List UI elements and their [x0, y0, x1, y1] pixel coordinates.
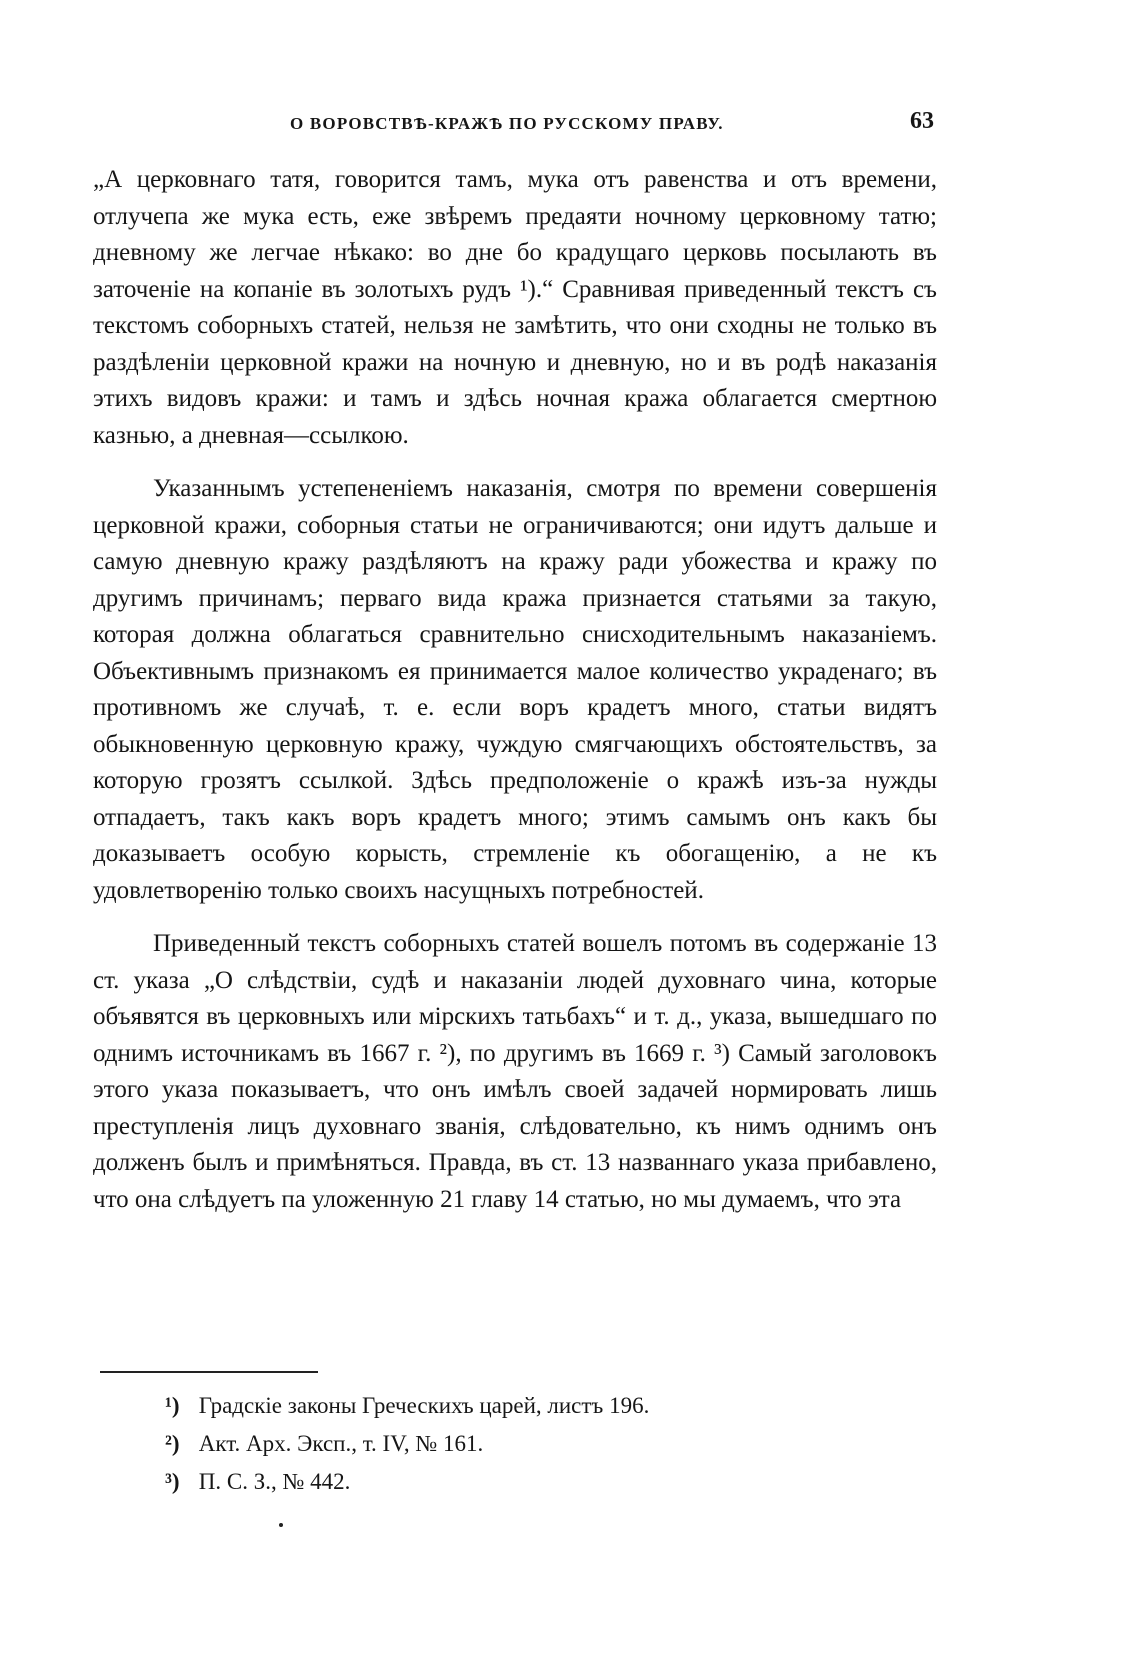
- page-number: 63: [910, 108, 934, 134]
- footnote-2: [165, 1425, 925, 1463]
- footnote-marker-1: ¹): [165, 1393, 180, 1418]
- footnote-text-1: Градскіе законы Греческихъ царей, листъ 196.: [198, 1393, 650, 1418]
- page-header: [92, 108, 936, 148]
- running-title: О ВОРОВСТВѢ-КРАЖѢ ПО РУССКОМУ ПРАВУ.: [290, 114, 724, 133]
- footnote-3: [165, 1463, 925, 1501]
- footnote-divider: [100, 1371, 318, 1373]
- footnote-marker-2: ²): [165, 1431, 180, 1456]
- paragraph-2: Указаннымъ устепененіемъ наказанія, смотря по времени совершенія церковной кражи, соборныя статьи не ограничиваются; они идутъ дальше и самую дневную кражу раздѣляютъ на кражу ради убожества и кражу по другимъ причинамъ; перваго вида кража признается статьями за такую, которая должна облагаться сравнительно снисходительнымъ наказаніемъ. Объективнымъ признакомъ ея принимается малое количество украденаго; въ противномъ же случаѣ, т. е. если воръ крадетъ много, статьи видятъ обыкновенную церковную кражу, чуждую смягчающихъ обстоятельствъ, за которую грозятъ ссылкой. Здѣсь предположеніе о кражѣ изъ-за нужды отпадаетъ, такъ какъ воръ крадетъ много; этимъ самымъ онъ какъ бы доказываетъ особую корысть, стремленіе къ обогащенію, а не къ удовлетворенію только своихъ насущныхъ потребностей.: [93, 475, 937, 904]
- ink-speck: [279, 1523, 283, 1527]
- main-text: [93, 162, 937, 1218]
- paragraph-3: Приведенный текстъ соборныхъ статей вошелъ потомъ въ содержаніе 13 ст. указа „О слѣдствіи, судѣ и наказаніи людей духовнаго чина, которые объявятся въ церковныхъ или мірскихъ татьбахъ“ и т. д., указа, вышедшаго по однимъ источникамъ въ 1667 г. ²), по другимъ въ 1669 г. ³) Самый заголовокъ этого указа показываетъ, что онъ имѣлъ своей задачей нормировать лишь преступленія лицъ духовнаго званія, слѣдовательно, къ нимъ однимъ онъ долженъ былъ и примѣняться. Правда, въ ст. 13 названнаго указа прибавлено, что она слѣдуетъ па уложенную 21 главу 14 статью, но мы думаемъ, что эта: [93, 930, 937, 1213]
- paragraph-1: „А церковнаго татя, говорится тамъ, мука отъ равенства и отъ времени, отлучепа же мука есть, еже звѣремъ предаяти ночному церковному татю; дневному же легчае нѣкако: во дне бо крадущаго церковь посылають въ заточеніе на копаніе въ золотыхъ рудъ ¹).“ Сравнивая приведенный текстъ съ текстомъ соборныхъ статей, нельзя не замѣтить, что они сходны не только въ раздѣленіи церковной кражи на ночную и дневную, но и въ родѣ наказанія этихъ видовъ кражи: и тамъ и здѣсь ночная кража облагается смертною казнью, а дневная—ссылкою.: [93, 166, 937, 449]
- footnotes: [165, 1387, 925, 1501]
- footnote-text-2: Акт. Арх. Эксп., т. IV, № 161.: [198, 1431, 484, 1456]
- footnote-text-3: П. С. З., № 442.: [198, 1469, 351, 1494]
- footnote-1: [165, 1387, 925, 1425]
- footnote-marker-3: ³): [165, 1469, 180, 1494]
